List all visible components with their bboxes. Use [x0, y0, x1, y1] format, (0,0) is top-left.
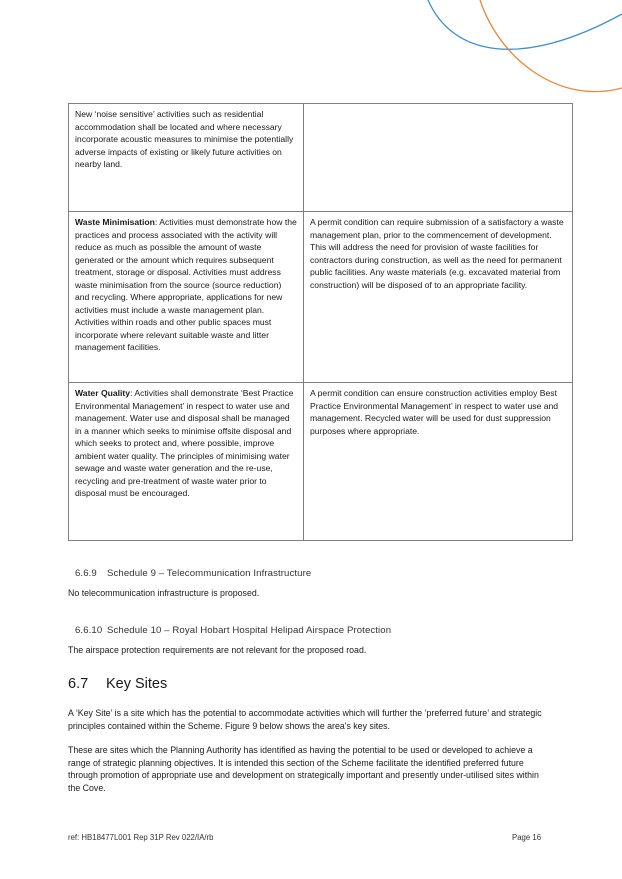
table-cell: New ‘noise sensitive’ activities such as residential accommodation shall be located and where necessary incorporate acoustic measures to minimise the potentially adverse impacts of existing or likely future activities on nearby land. [69, 104, 304, 212]
subsection-heading-669: 6.6.9 Schedule 9 – Telecommunication Infrastructure [75, 568, 312, 579]
blue-arc [428, 0, 622, 49]
table-cell: Waste Minimisation: Activities must demonstrate how the practices and process associated with the activity will reduce as much as possible the amount of waste generated or the amount which requires subsequent treatment, storage or disposal. Activities must address waste minimisation from the source (source reduction) and recycling. Where appropriate, applications for new activities must include a waste management plan. Activities within roads and other public spaces must incorporate where relevant suitable waste and litter management facilities. [69, 212, 304, 383]
subsection-heading-6610: 6.6.10 Schedule 10 – Royal Hobart Hospital Helipad Airspace Protection [75, 625, 392, 636]
key-sites-paragraph-1: A ‘Key Site’ is a site which has the potential to accommodate activities which will further the ‘preferred future’ and strategic principles contained within the Scheme. Figure 9 below shows the area's key sites. [68, 708, 542, 731]
orange-arc [480, 0, 622, 92]
requirements-table [68, 103, 573, 541]
subsection-body-669: No telecommunication infrastructure is proposed. [68, 588, 260, 598]
table-row [69, 383, 573, 541]
table-cell: A permit condition can ensure construction activities employ Best Practice Environmental Management’ in respect to water use and management. Recycled water will be used for dust suppression purposes where appropriate. [304, 383, 573, 541]
footer-reference: ref: HB18477L001 Rep 31P Rev 022/IA/rb [68, 833, 214, 842]
table-row [69, 104, 573, 212]
table-cell: Water Quality: Activities shall demonstrate ‘Best Practice Environmental Management’ in respect to water use and management. Water use and disposal shall be managed in a manner which seeks to minimise offsite disposal and which seeks to protect and, where possible, improve ambient water quality. The principles of minimising water sewage and waste water generation and the re-use, recycling and pre-treatment of waste water prior to disposal must be encouraged. [69, 383, 304, 541]
footer-page-number: Page 16 [512, 833, 542, 842]
decorative-arcs [0, 0, 622, 110]
section-heading-67: 6.7 Key Sites [68, 676, 168, 692]
table-cell [304, 104, 573, 212]
subsection-body-6610: The airspace protection requirements are not relevant for the proposed road. [68, 645, 367, 655]
key-sites-paragraph-2: These are sites which the Planning Authority has identified as having the potential to be used or developed to achieve a range of strategic planning objectives. It is intended this section of the Scheme facilitate the identified preferred future through promotion of appropriate use and development on strategically important and presently under-utilised sites within the Cove. [68, 745, 539, 793]
table-cell: A permit condition can require submission of a satisfactory a waste management plan, prior to the commencement of development. This will address the need for provision of waste facilities for contractors during construction, as well as the need for permanent public facilities. Any waste materials (e.g. excavated material from construction) will be disposed of to an appropriate facility. [304, 212, 573, 383]
table-row [69, 212, 573, 383]
